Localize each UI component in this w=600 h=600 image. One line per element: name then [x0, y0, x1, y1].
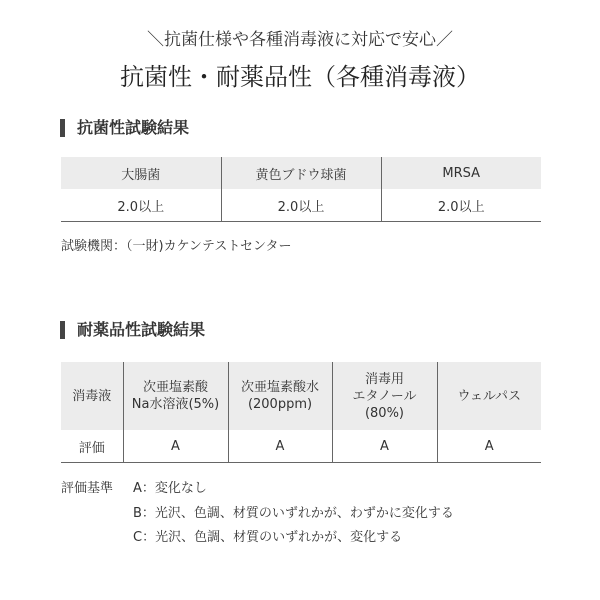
- header-line: 次亜塩素酸: [142, 380, 208, 395]
- criteria-row: [61, 480, 207, 498]
- antibacterial-heading-label: 抗菌性試験結果: [77, 118, 190, 137]
- antibacterial-results-table: [61, 157, 541, 222]
- column-header-staphylococcus: 黄色ブドウ球菌: [221, 157, 381, 189]
- rating-ethanol: A: [332, 430, 437, 463]
- heading-marker: [60, 119, 65, 137]
- criteria-item-a: A：変化なし: [133, 481, 207, 496]
- criteria-row: [61, 505, 454, 523]
- table-row: [61, 189, 541, 222]
- rating-sodium-hypochlorite: A: [123, 430, 228, 463]
- criteria-item-c: C：光沢、色調、材質のいずれかが、変化する: [133, 530, 403, 545]
- header-line: ウェルパス: [457, 388, 522, 404]
- antibacterial-section-heading: [60, 117, 189, 139]
- criteria-row: [61, 529, 402, 547]
- header-line: Na水溶液(5%): [131, 397, 220, 412]
- tagline: ＼抗菌仕様や各種消毒液に対応で安心／: [147, 30, 453, 50]
- criteria-item-b: B：光沢、色調、材質のいずれかが、わずかに変化する: [133, 506, 454, 521]
- test-organization-note: 試験機関：（一財)カケンテストセンター: [61, 239, 292, 254]
- header-line: (200ppm): [247, 397, 313, 412]
- header-line: 消毒用: [364, 371, 404, 387]
- chemical-heading-label: 耐薬品性試験結果: [77, 320, 206, 339]
- value-e-coli: 2.0以上: [61, 189, 221, 222]
- rating-welpas: A: [437, 430, 541, 463]
- header-line: (80%): [364, 405, 405, 421]
- column-header-welpas: [437, 362, 541, 430]
- value-staphylococcus: 2.0以上: [221, 189, 381, 222]
- table-header-row: [61, 157, 541, 189]
- table-row: [61, 430, 541, 463]
- row-header-disinfectant: 消毒液: [61, 362, 123, 430]
- column-header-ethanol: [332, 362, 437, 430]
- table-header-row: [61, 362, 541, 430]
- page-title: 抗菌性・耐薬品性（各種消毒液）: [120, 63, 480, 91]
- rating-hypochlorous-water: A: [228, 430, 332, 463]
- column-header-mrsa: MRSA: [381, 157, 541, 189]
- heading-marker: [60, 321, 65, 339]
- column-header-hypochlorous-water: [228, 362, 332, 430]
- column-header-e-coli: 大腸菌: [61, 157, 221, 189]
- row-header-rating: 評価: [61, 430, 123, 463]
- chemical-section-heading: [60, 319, 205, 341]
- value-mrsa: 2.0以上: [381, 189, 541, 222]
- header-line: 次亜塩素酸水: [240, 380, 319, 395]
- criteria-label: 評価基準: [61, 481, 114, 496]
- chemical-resistance-table: [61, 362, 541, 463]
- column-header-sodium-hypochlorite: [123, 362, 228, 430]
- header-line: エタノール: [352, 388, 417, 404]
